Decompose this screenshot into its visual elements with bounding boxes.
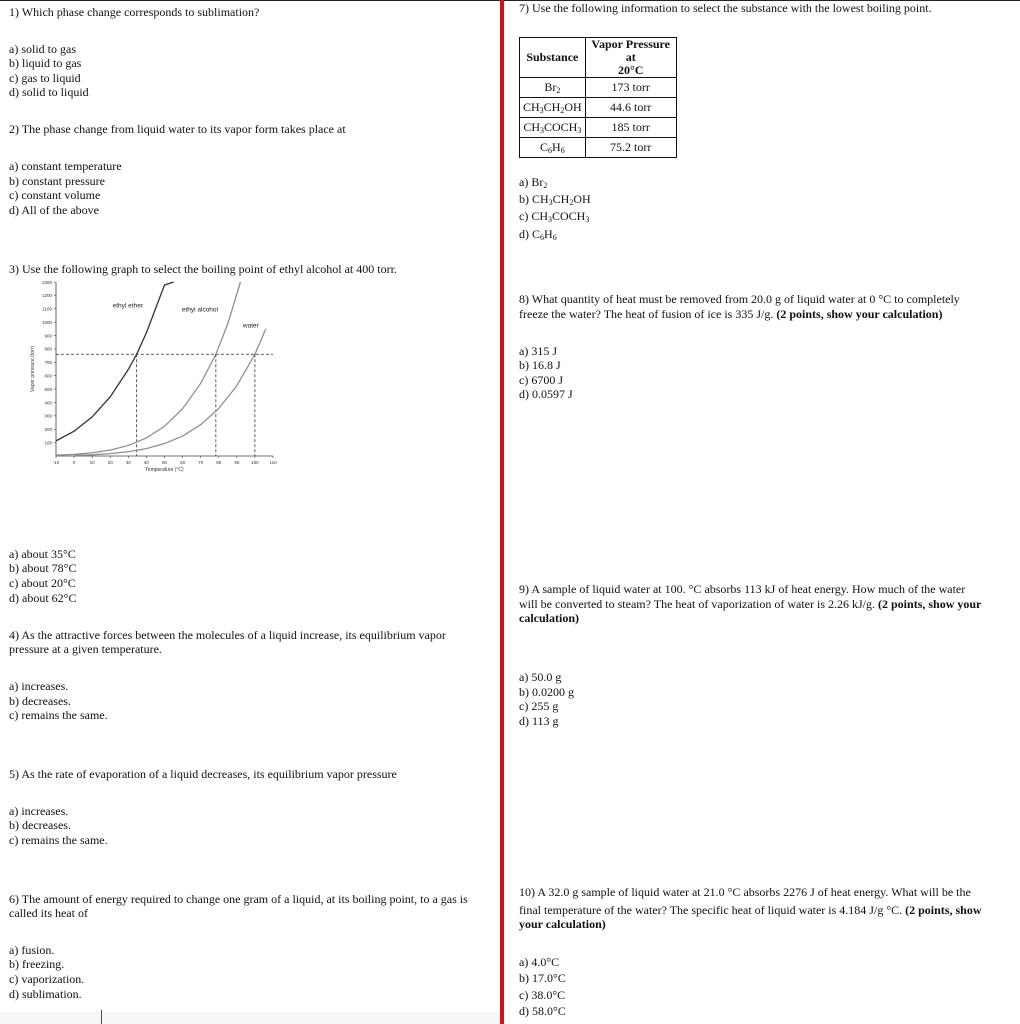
- y-tick-label: 500: [44, 386, 52, 392]
- series-label: ethyl alcohol: [181, 306, 218, 314]
- q4-option-b[interactable]: b) decreases.: [9, 694, 71, 708]
- x-tick-label: 100: [251, 460, 259, 465]
- q1-option-b[interactable]: b) liquid to gas: [9, 56, 82, 70]
- q2-option-d[interactable]: d) All of the above: [9, 203, 99, 217]
- x-tick-label: 80: [216, 460, 222, 465]
- y-tick-label: 1000: [41, 319, 52, 325]
- q6-option-d[interactable]: d) sublimation.: [9, 987, 82, 1001]
- y-tick-label: 1300: [41, 279, 52, 285]
- q4-option-c[interactable]: c) remains the same.: [9, 708, 108, 722]
- table-row: [520, 138, 677, 158]
- x-tick-label: -10: [52, 460, 60, 465]
- table-row: [520, 98, 677, 118]
- y-tick-label: 700: [44, 360, 52, 366]
- q1-option-c[interactable]: c) gas to liquid: [9, 71, 81, 85]
- q3-option-a[interactable]: a) about 35°C: [9, 547, 76, 561]
- q8-option-d[interactable]: d) 0.0597 J: [519, 387, 573, 401]
- q9-option-b[interactable]: b) 0.0200 g: [519, 685, 574, 699]
- q3-option-d[interactable]: d) about 62°C: [9, 591, 77, 605]
- table-header-vapor-pressure: Vapor Pressure at 20°C: [585, 38, 676, 78]
- q10-option-b[interactable]: b) 17.0°C: [519, 971, 566, 985]
- series-label: water: [242, 322, 259, 330]
- q4-option-a[interactable]: a) increases.: [9, 679, 69, 693]
- q9-question-line2: will be converted to steam? The heat of vaporization of water is 2.26 kJ/g. (2 points, show your: [519, 597, 982, 611]
- bottom-strip: [0, 1012, 500, 1024]
- table-row: [520, 78, 677, 98]
- table-cell-vp: 185 torr: [585, 118, 676, 138]
- series-label: ethyl ether: [112, 302, 144, 310]
- y-tick-label: 1100: [42, 306, 52, 312]
- y-tick-label: 200: [44, 427, 52, 433]
- q6-option-b[interactable]: b) freezing.: [9, 957, 65, 971]
- x-tick-label: 90: [234, 460, 240, 465]
- x-tick-label: 110: [269, 460, 277, 465]
- x-tick-label: 0: [72, 460, 76, 465]
- q9-option-a[interactable]: a) 50.0 g: [519, 670, 562, 684]
- y-axis-label: Vapor pressure (torr): [30, 345, 36, 393]
- q2-option-a[interactable]: a) constant temperature: [9, 159, 122, 173]
- q10-question-line1: 10) A 32.0 g sample of liquid water at 21.0 °C absorbs 2276 J of heat energy. What will be the: [519, 885, 971, 899]
- q2-option-b[interactable]: b) constant pressure: [9, 174, 105, 188]
- x-tick-label: 20: [107, 460, 113, 465]
- q1-question: 1) Which phase change corresponds to sublimation?: [9, 5, 260, 19]
- table-cell-vp: 44.6 torr: [585, 98, 676, 118]
- q3-option-c[interactable]: c) about 20°C: [9, 576, 76, 590]
- q6-question-line2: called its heat of: [9, 906, 88, 920]
- q5-question: 5) As the rate of evaporation of a liquid decreases, its equilibrium vapor pressure: [9, 767, 397, 781]
- q5-option-c[interactable]: c) remains the same.: [9, 833, 108, 847]
- q7-option-d[interactable]: d) $C_6H_6$: [519, 227, 557, 242]
- x-tick-label: 60: [180, 460, 186, 465]
- x-tick-label: 10: [89, 460, 95, 465]
- q3-option-b[interactable]: b) about 78°C: [9, 561, 77, 575]
- q3-question: 3) Use the following graph to select the boiling point of ethyl alcohol at 400 torr.: [9, 262, 397, 276]
- q8-question-line2: freeze the water? The heat of fusion of ice is 335 J/g. (2 points, show your calculation): [519, 307, 943, 321]
- q6-option-a[interactable]: a) fusion.: [9, 943, 55, 957]
- y-tick-label: 800: [44, 346, 52, 352]
- table-cell-substance: $C_6H_6$: [520, 138, 586, 158]
- y-tick-label: 300: [44, 413, 52, 419]
- q7-question: 7) Use the following information to select the substance with the lowest boiling point.: [519, 1, 932, 15]
- table-cell-vp: 173 torr: [585, 78, 676, 98]
- q5-option-b[interactable]: b) decreases.: [9, 818, 71, 832]
- q10-option-d[interactable]: d) 58.0°C: [519, 1004, 566, 1018]
- q2-option-c[interactable]: c) constant volume: [9, 188, 101, 202]
- q7-option-a[interactable]: a) $Br_2$: [519, 175, 548, 190]
- y-tick-label: 900: [44, 333, 52, 339]
- table-cell-substance: $Br_2$: [520, 78, 586, 98]
- y-tick-label: 1200: [41, 293, 52, 299]
- x-tick-label: 70: [198, 460, 204, 465]
- cursor-mark: [101, 1010, 102, 1024]
- q10-option-a[interactable]: a) 4.0°C: [519, 955, 560, 969]
- q8-option-b[interactable]: b) 16.8 J: [519, 358, 561, 372]
- q7-option-b[interactable]: b) $CH_3CH_2OH$: [519, 192, 591, 207]
- q9-option-d[interactable]: d) 113 g: [519, 714, 559, 728]
- y-tick-label: 400: [44, 400, 52, 406]
- q6-question-line1: 6) The amount of energy required to change one gram of a liquid, at its boiling point, to a gas is: [9, 892, 468, 906]
- x-tick-label: 40: [143, 460, 149, 465]
- q9-question-line3: calculation): [519, 611, 579, 625]
- q2-question: 2) The phase change from liquid water to its vapor form takes place at: [9, 122, 346, 136]
- q4-question-line1: 4) As the attractive forces between the molecules of a liquid increase, its equilibrium vapor: [9, 628, 446, 642]
- q10-option-c[interactable]: c) 38.0°C: [519, 988, 566, 1002]
- table-row: [520, 118, 677, 138]
- q9-option-c[interactable]: c) 255 g: [519, 699, 559, 713]
- table-cell-substance: $CH_3COCH_3$: [520, 118, 586, 138]
- table-cell-substance: $CH_3CH_2OH$: [520, 98, 586, 118]
- y-tick-label: 100: [44, 440, 52, 446]
- q1-option-a[interactable]: a) solid to gas: [9, 42, 76, 56]
- x-axis-label: Temperature (°C): [145, 467, 184, 473]
- vapor-pressure-table: [519, 37, 677, 158]
- q7-option-c[interactable]: c) $CH_3COCH_3$: [519, 209, 590, 224]
- q10-question-line3: your calculation): [519, 917, 606, 931]
- q10-question-line2: final temperature of the water? The specific heat of liquid water is 4.184 J/g °C. (2 points, show: [519, 903, 982, 917]
- vapor-pressure-graph: [28, 276, 283, 491]
- q1-option-d[interactable]: d) solid to liquid: [9, 85, 89, 99]
- q8-option-c[interactable]: c) 6700 J: [519, 373, 563, 387]
- q6-option-c[interactable]: c) vaporization.: [9, 972, 85, 986]
- column-divider: [500, 0, 504, 1024]
- table-cell-vp: 75.2 torr: [585, 138, 676, 158]
- table-header-substance: Substance: [520, 38, 586, 78]
- q4-question-line2: pressure at a given temperature.: [9, 642, 162, 656]
- q9-question-line1: 9) A sample of liquid water at 100. °C absorbs 113 kJ of heat energy. How much of the water: [519, 582, 966, 596]
- x-tick-label: 30: [125, 460, 131, 465]
- q8-option-a[interactable]: a) 315 J: [519, 344, 557, 358]
- x-tick-label: 50: [161, 460, 168, 465]
- q5-option-a[interactable]: a) increases.: [9, 804, 69, 818]
- q8-question-line1: 8) What quantity of heat must be removed from 20.0 g of liquid water at 0 °C to completely: [519, 292, 960, 306]
- y-tick-label: 600: [44, 373, 52, 379]
- series-line-water: [74, 329, 266, 455]
